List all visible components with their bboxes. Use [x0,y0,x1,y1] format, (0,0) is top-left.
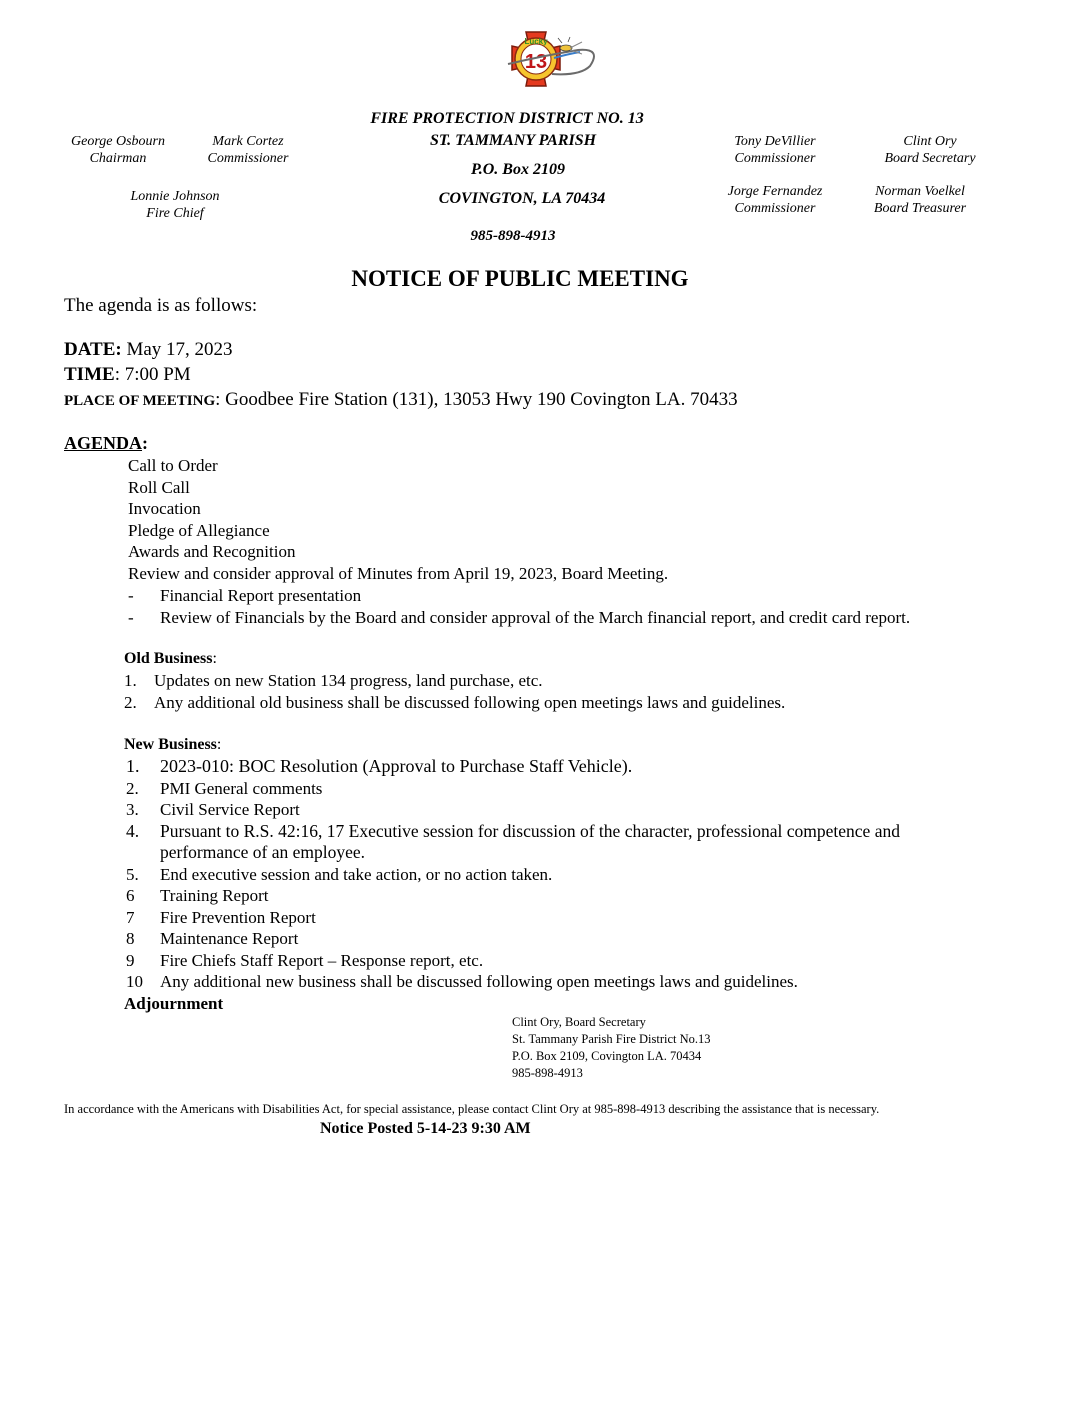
official-osbourn [58,133,178,167]
notice-title: NOTICE OF PUBLIC MEETING [351,266,689,291]
agenda-list [128,455,668,585]
official-cortez [192,133,304,167]
meeting-place [64,389,738,411]
list-item: 1. Updates on new Station 134 progress, land purchase, etc. [124,671,543,690]
new-business-list [126,756,900,993]
list-item: Invocation [128,499,201,519]
official-name: Tony DeVillier [734,134,816,149]
header-city: COVINGTON, LA 70434 [438,190,606,207]
meeting-date [64,339,233,361]
list-item: 2. PMI General comments [126,778,323,798]
header-po-box: P.O. Box 2109 [471,161,565,178]
adjournment: Adjournment [124,994,224,1013]
agenda-sub-list [128,585,910,629]
official-name: George Osbourn [71,134,165,149]
official-name: Lonnie Johnson [130,189,220,204]
ada-notice: In accordance with the Americans with Disabilities Act, for special assistance, please contact Clint Ory at 985-898-4913 describing the assistance that is necessary. [64,1102,880,1116]
list-item: - Review of Financials by the Board and consider approval of the March financial report, and credit card report. [128,608,911,627]
official-name: Mark Cortez [212,134,284,149]
date-label: DATE: [64,339,122,360]
list-item: 4. Pursuant to R.S. 42:16, 17 Executive session for discussion of the character, professional competence and [126,820,900,841]
agenda-heading [64,433,148,454]
list-item: 9 Fire Chiefs Staff Report – Response report, etc. [126,950,484,970]
signature-line: St. Tammany Parish Fire District No.13 [512,1032,711,1046]
list-item: 10 Any additional new business shall be discussed following open meetings laws and guidelines. [126,972,798,991]
list-item: 7 Fire Prevention Report [126,907,316,927]
official-title: Commissioner [734,151,816,166]
signature-line: 985-898-4913 [512,1066,583,1080]
official-name: Jorge Fernandez [727,184,823,199]
list-item: Roll Call [128,477,190,497]
time-value: : 7:00 PM [114,364,191,385]
official-title: Board Secretary [884,151,976,166]
place-label: PLACE OF MEETING [64,393,216,409]
official-title: Commissioner [207,151,289,166]
agenda-heading-text: AGENDA [64,433,143,453]
notice-intro: The agenda is as follows: [64,295,258,316]
list-item: 3. Civil Service Report [126,800,300,819]
fire-district-13-lucky-badge-icon [482,28,606,110]
official-name: Norman Voelkel [875,184,965,199]
list-item: 5. End executive session and take action, or no action taken. [126,864,553,884]
list-item: Call to Order [128,456,218,475]
svg-text:13: 13 [524,51,548,73]
list-item: Review and consider approval of Minutes from April 19, 2023, Board Meeting. [128,563,669,583]
signature-line: P.O. Box 2109, Covington LA. 70434 [512,1049,702,1063]
official-title: Chairman [89,151,147,166]
old-business-heading: Old Business: [124,650,217,667]
meeting-time [64,364,191,386]
notice-posted: Notice Posted 5-14-23 9:30 AM [320,1120,531,1137]
list-item: 1. 2023-010: BOC Resolution (Approval to Purchase Staff Vehicle). [126,756,633,776]
list-item: - Financial Report presentation [128,586,362,605]
svg-text:Lucky: Lucky [524,37,548,46]
official-voelkel [856,183,984,217]
official-title: Board Treasurer [873,201,967,216]
list-item: 2. Any additional old business shall be discussed following open meetings laws and guidelines. [124,692,786,712]
official-title: Fire Chief [146,206,204,221]
signature-line: Clint Ory, Board Secretary [512,1015,646,1029]
official-ory [866,133,994,167]
place-value: : Goodbee Fire Station (131), 13053 Hwy 190 Covington LA. 70433 [215,389,738,410]
list-item: Pledge of Allegiance [128,520,270,540]
official-devillier [715,133,835,167]
header-district-name: FIRE PROTECTION DISTRICT NO. 13 [370,110,644,127]
header-parish: ST. TAMMANY PARISH [429,132,597,149]
list-item: 6 Training Report [126,886,269,905]
header-phone: 985-898-4913 [470,228,556,244]
new-business-heading: New Business: [124,736,222,753]
old-business-list [124,670,785,713]
official-fernandez [715,183,835,217]
list-item: Awards and Recognition [128,542,296,562]
list-item: 8 Maintenance Report [126,929,299,948]
official-name: Clint Ory [903,134,957,149]
agenda-heading-colon: : [142,433,149,453]
list-item-continuation: performance of an employee. [160,842,366,862]
signature-block [512,1014,711,1082]
district-logo [482,28,606,110]
date-value: May 17, 2023 [121,339,233,360]
time-label: TIME [64,364,115,385]
official-title: Commissioner [734,201,816,216]
official-johnson [112,188,238,222]
